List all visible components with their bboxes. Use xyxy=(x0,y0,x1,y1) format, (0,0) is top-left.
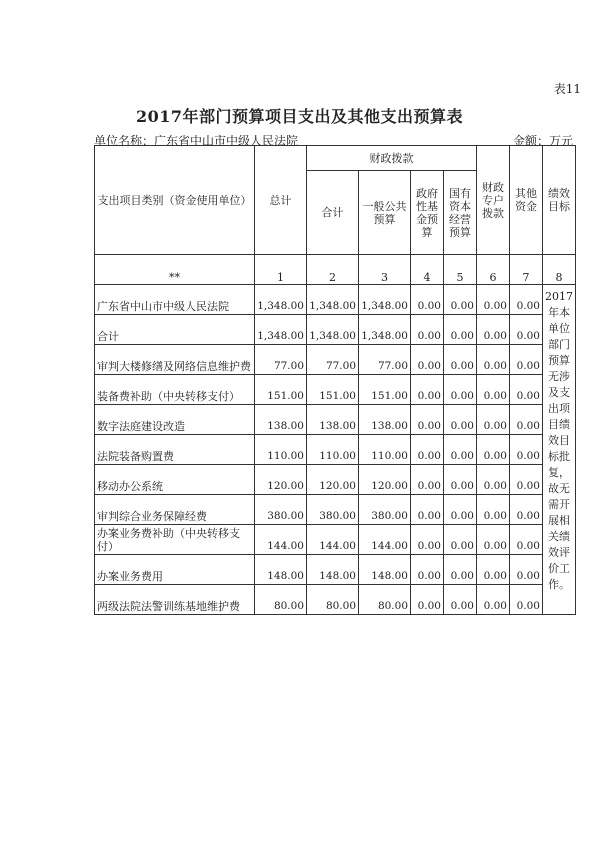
unit-name-label: 单位名称：广东省中山市中级人民法院 xyxy=(94,134,299,148)
cell-general: 138.00 xyxy=(359,405,411,435)
table-row xyxy=(95,585,576,615)
index-cell: 4 xyxy=(411,255,444,285)
cell-total: 80.00 xyxy=(255,585,307,615)
cell-gov-fund: 0.00 xyxy=(411,555,444,585)
cell-general: 80.00 xyxy=(359,585,411,615)
cell-other-funds: 0.00 xyxy=(510,375,543,405)
cell-subtotal: 120.00 xyxy=(307,465,359,495)
cell-gov-fund: 0.00 xyxy=(411,465,444,495)
cell-other-funds: 0.00 xyxy=(510,585,543,615)
cell-gov-fund: 0.00 xyxy=(411,585,444,615)
cell-state-capital: 0.00 xyxy=(444,405,477,435)
cell-subtotal: 1,348.00 xyxy=(307,285,359,315)
budget-table xyxy=(94,145,576,615)
row-name: 法院装备购置费 xyxy=(95,435,255,465)
row-name: 两级法院法警训练基地维护费 xyxy=(95,585,255,615)
index-cell: 5 xyxy=(444,255,477,285)
row-name: 审判综合业务保障经费 xyxy=(95,495,255,525)
table-row xyxy=(95,405,576,435)
cell-subtotal: 151.00 xyxy=(307,375,359,405)
header-fiscal: 财政拨款 xyxy=(307,146,477,171)
cell-total: 1,348.00 xyxy=(255,285,307,315)
cell-general: 148.00 xyxy=(359,555,411,585)
row-name: 数字法庭建设改造 xyxy=(95,405,255,435)
cell-fiscal-special: 0.00 xyxy=(477,525,510,555)
row-name: 办案业务费补助（中央转移支付） xyxy=(95,525,255,555)
header-fiscal-special: 财政专户拨款 xyxy=(477,146,510,255)
cell-other-funds: 0.00 xyxy=(510,285,543,315)
table-row xyxy=(95,435,576,465)
cell-other-funds: 0.00 xyxy=(510,315,543,345)
cell-state-capital: 0.00 xyxy=(444,585,477,615)
cell-subtotal: 110.00 xyxy=(307,435,359,465)
cell-gov-fund: 0.00 xyxy=(411,285,444,315)
header-other-funds: 其他资金 xyxy=(510,146,543,255)
table-row xyxy=(95,495,576,525)
table-row xyxy=(95,555,576,585)
cell-total: 144.00 xyxy=(255,525,307,555)
cell-state-capital: 0.00 xyxy=(444,525,477,555)
index-cell: 6 xyxy=(477,255,510,285)
index-cell: ** xyxy=(95,255,255,285)
cell-fiscal-special: 0.00 xyxy=(477,435,510,465)
cell-subtotal: 138.00 xyxy=(307,405,359,435)
cell-total: 138.00 xyxy=(255,405,307,435)
index-cell: 2 xyxy=(307,255,359,285)
cell-other-funds: 0.00 xyxy=(510,555,543,585)
cell-state-capital: 0.00 xyxy=(444,345,477,375)
cell-general: 144.00 xyxy=(359,525,411,555)
cell-state-capital: 0.00 xyxy=(444,285,477,315)
cell-other-funds: 0.00 xyxy=(510,345,543,375)
cell-fiscal-special: 0.00 xyxy=(477,465,510,495)
cell-fiscal-special: 0.00 xyxy=(477,495,510,525)
cell-general: 380.00 xyxy=(359,495,411,525)
header-gov-fund: 政府性基金预算 xyxy=(411,171,444,255)
cell-other-funds: 0.00 xyxy=(510,435,543,465)
page-title: 2017年部门预算项目支出及其他支出预算表 xyxy=(135,107,464,126)
cell-fiscal-special: 0.00 xyxy=(477,585,510,615)
cell-gov-fund: 0.00 xyxy=(411,435,444,465)
cell-general: 151.00 xyxy=(359,375,411,405)
cell-subtotal: 380.00 xyxy=(307,495,359,525)
cell-total: 120.00 xyxy=(255,465,307,495)
cell-state-capital: 0.00 xyxy=(444,465,477,495)
cell-total: 1,348.00 xyxy=(255,315,307,345)
index-cell: 3 xyxy=(359,255,411,285)
cell-state-capital: 0.00 xyxy=(444,495,477,525)
cell-gov-fund: 0.00 xyxy=(411,525,444,555)
table-row xyxy=(95,345,576,375)
cell-total: 380.00 xyxy=(255,495,307,525)
cell-gov-fund: 0.00 xyxy=(411,495,444,525)
table-row xyxy=(95,465,576,495)
cell-general: 1,348.00 xyxy=(359,315,411,345)
cell-general: 110.00 xyxy=(359,435,411,465)
cell-general: 120.00 xyxy=(359,465,411,495)
index-cell: 8 xyxy=(543,255,576,285)
cell-other-funds: 0.00 xyxy=(510,405,543,435)
cell-state-capital: 0.00 xyxy=(444,315,477,345)
table-row xyxy=(95,525,576,555)
header-subtotal: 合计 xyxy=(307,171,359,255)
cell-total: 110.00 xyxy=(255,435,307,465)
cell-total: 151.00 xyxy=(255,375,307,405)
cell-total: 148.00 xyxy=(255,555,307,585)
cell-fiscal-special: 0.00 xyxy=(477,555,510,585)
row-name: 装备费补助（中央转移支付） xyxy=(95,375,255,405)
header-performance: 绩效目标 xyxy=(543,146,576,255)
row-name: 审判大楼修缮及网络信息维护费 xyxy=(95,345,255,375)
cell-general: 77.00 xyxy=(359,345,411,375)
cell-fiscal-special: 0.00 xyxy=(477,375,510,405)
cell-state-capital: 0.00 xyxy=(444,435,477,465)
index-cell: 7 xyxy=(510,255,543,285)
cell-fiscal-special: 0.00 xyxy=(477,315,510,345)
cell-gov-fund: 0.00 xyxy=(411,375,444,405)
row-name: 广东省中山市中级人民法院 xyxy=(95,285,255,315)
cell-total: 77.00 xyxy=(255,345,307,375)
header-general: 一般公共预算 xyxy=(359,171,411,255)
cell-subtotal: 80.00 xyxy=(307,585,359,615)
table-row xyxy=(95,375,576,405)
row-name: 合计 xyxy=(95,315,255,345)
header-total: 总计 xyxy=(255,146,307,255)
header-state-capital: 国有资本经营预算 xyxy=(444,171,477,255)
cell-subtotal: 77.00 xyxy=(307,345,359,375)
cell-other-funds: 0.00 xyxy=(510,495,543,525)
cell-other-funds: 0.00 xyxy=(510,525,543,555)
cell-subtotal: 148.00 xyxy=(307,555,359,585)
cell-fiscal-special: 0.00 xyxy=(477,285,510,315)
cell-gov-fund: 0.00 xyxy=(411,345,444,375)
cell-general: 1,348.00 xyxy=(359,285,411,315)
cell-fiscal-special: 0.00 xyxy=(477,345,510,375)
cell-state-capital: 0.00 xyxy=(444,375,477,405)
performance-note: 2017年本单位部门预算无涉及支出项目绩效目标批复，故无需开展相关绩效评价工作。 xyxy=(543,285,576,615)
table-row xyxy=(95,315,576,345)
row-name: 办案业务费用 xyxy=(95,555,255,585)
header-category: 支出项目类别（资金使用单位） xyxy=(95,146,255,255)
cell-other-funds: 0.00 xyxy=(510,465,543,495)
cell-gov-fund: 0.00 xyxy=(411,405,444,435)
cell-fiscal-special: 0.00 xyxy=(477,405,510,435)
cell-gov-fund: 0.00 xyxy=(411,315,444,345)
table-row xyxy=(95,285,576,315)
cell-subtotal: 1,348.00 xyxy=(307,315,359,345)
row-name: 移动办公系统 xyxy=(95,465,255,495)
cell-subtotal: 144.00 xyxy=(307,525,359,555)
amount-unit-label: 金额：万元 xyxy=(512,134,573,148)
sheet-number: 表11 xyxy=(553,82,581,96)
cell-state-capital: 0.00 xyxy=(444,555,477,585)
index-cell: 1 xyxy=(255,255,307,285)
